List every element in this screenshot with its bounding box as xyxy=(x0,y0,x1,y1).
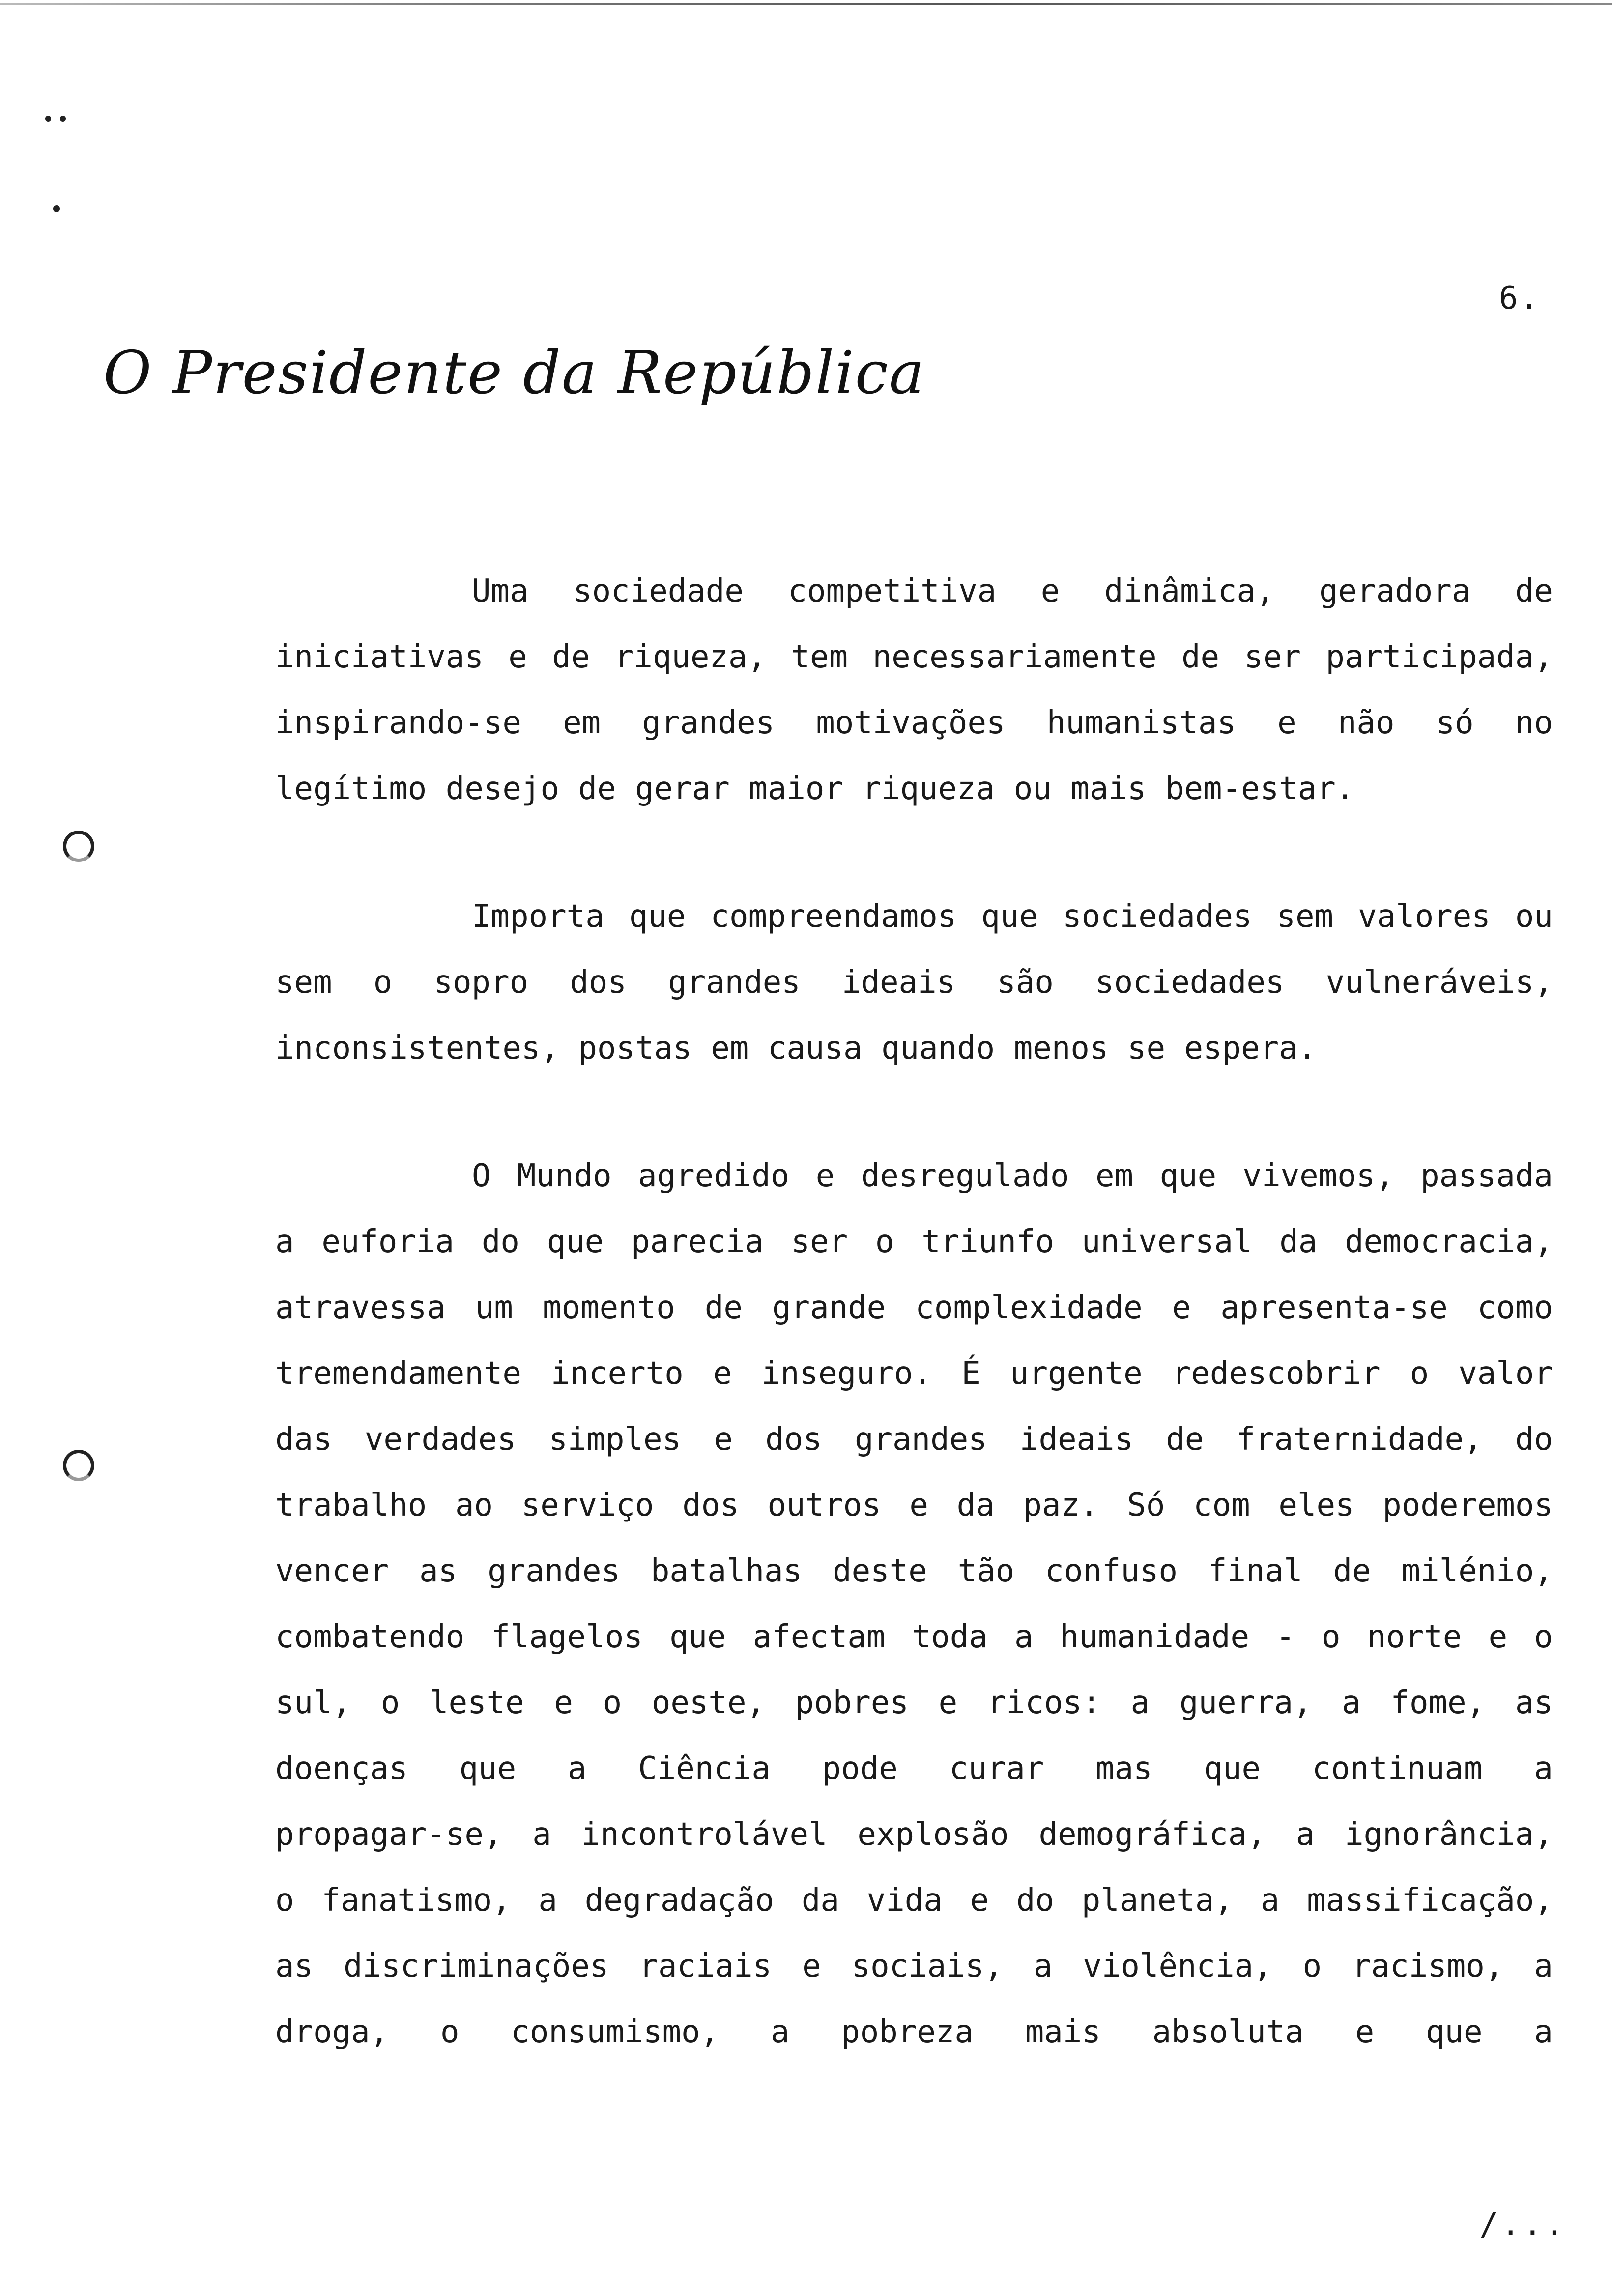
word: - xyxy=(1276,1619,1295,1655)
word: das xyxy=(275,1421,332,1458)
word: o xyxy=(373,964,393,1001)
word: inspirando-se xyxy=(275,705,521,741)
word: o xyxy=(380,1685,400,1721)
word: dinâmica, xyxy=(1104,573,1275,609)
word: que xyxy=(1425,2014,1483,2050)
word: sociais, xyxy=(851,1948,1003,1984)
word: atravessa xyxy=(275,1290,446,1326)
word: legítimo desejo de gerar maior riqueza ou mais bem-estar. xyxy=(275,771,1355,807)
word: a xyxy=(770,2014,790,2050)
word: ricos: xyxy=(987,1685,1101,1721)
word: pobreza xyxy=(841,2014,974,2050)
word: sopro xyxy=(433,964,529,1001)
word: dos xyxy=(682,1487,739,1523)
text-line xyxy=(275,1423,1553,1489)
word: o xyxy=(275,1882,294,1919)
word: dos xyxy=(765,1421,822,1458)
text-line xyxy=(275,1489,1553,1555)
word: milénio, xyxy=(1401,1553,1553,1589)
word: e xyxy=(938,1685,958,1721)
word: curar xyxy=(949,1751,1044,1787)
letterhead: O Presidente da República xyxy=(103,339,925,407)
text-line xyxy=(275,1752,1553,1818)
word: inseguro. xyxy=(761,1355,932,1392)
word: vulneráveis, xyxy=(1325,964,1553,1001)
text-line xyxy=(275,1555,1553,1621)
text-line xyxy=(275,2016,1553,2082)
word: oeste, xyxy=(651,1685,765,1721)
text-line xyxy=(275,575,1553,641)
word: de xyxy=(1166,1421,1204,1458)
word: e xyxy=(714,1421,733,1458)
text-line xyxy=(275,1818,1553,1884)
word: e xyxy=(713,1355,732,1392)
word: toda xyxy=(912,1619,988,1655)
word: poderemos xyxy=(1382,1487,1553,1523)
word: discriminações xyxy=(344,1948,609,1984)
word: afectam xyxy=(752,1619,886,1655)
word: Mundo xyxy=(517,1158,612,1194)
word: ser xyxy=(791,1224,848,1260)
word: só xyxy=(1436,705,1474,741)
paragraph-1 xyxy=(275,575,1553,838)
word: Só xyxy=(1127,1487,1165,1523)
word: ideais xyxy=(1019,1421,1134,1458)
word: O xyxy=(472,1158,491,1194)
word: urgente xyxy=(1009,1355,1143,1392)
text-line xyxy=(275,707,1553,773)
word: de xyxy=(1333,1553,1371,1589)
text-line xyxy=(275,966,1553,1032)
word: leste xyxy=(430,1685,524,1721)
word: com xyxy=(1193,1487,1250,1523)
word: universal xyxy=(1081,1224,1252,1260)
word: não xyxy=(1337,705,1395,741)
word: a xyxy=(1534,1751,1553,1787)
word: consumismo, xyxy=(511,2014,720,2050)
word: sem xyxy=(275,964,332,1001)
word: que xyxy=(981,898,1038,935)
word: necessariamente xyxy=(872,639,1157,675)
word: massificação, xyxy=(1307,1882,1553,1919)
word: o xyxy=(1322,1619,1341,1655)
word: guerra, xyxy=(1179,1685,1312,1721)
word: de xyxy=(1515,573,1553,609)
word: sociedades xyxy=(1095,964,1285,1001)
word: a xyxy=(1130,1685,1150,1721)
word: Uma xyxy=(472,573,529,609)
word: humanidade xyxy=(1060,1619,1250,1655)
word: triunfo xyxy=(921,1224,1054,1260)
word: são xyxy=(997,964,1054,1001)
word: mas xyxy=(1095,1751,1152,1787)
text-line xyxy=(275,900,1553,966)
word: vencer xyxy=(275,1553,389,1589)
word: que xyxy=(1159,1158,1217,1194)
word: complexidade xyxy=(915,1290,1143,1326)
word: desregulado xyxy=(861,1158,1069,1194)
word: continuam xyxy=(1312,1751,1483,1787)
word: a xyxy=(275,1224,294,1260)
punch-hole-lower xyxy=(63,1450,94,1481)
word: vida xyxy=(866,1882,943,1919)
word: o xyxy=(1410,1355,1429,1392)
word: as xyxy=(1515,1685,1553,1721)
word: momento xyxy=(543,1290,675,1326)
word: de xyxy=(704,1290,743,1326)
word: a xyxy=(1534,2014,1553,2050)
text-line xyxy=(275,1160,1553,1226)
word: incerto xyxy=(551,1355,684,1392)
word: grande xyxy=(772,1290,886,1326)
word: propagar-se, xyxy=(275,1816,503,1853)
word: e xyxy=(970,1882,989,1919)
text-line xyxy=(275,1621,1553,1687)
word: mais xyxy=(1025,2014,1101,2050)
word: sul, xyxy=(275,1685,351,1721)
word: grandes xyxy=(488,1553,620,1589)
word: simples xyxy=(548,1421,682,1458)
word: ser xyxy=(1244,639,1301,675)
word: trabalho xyxy=(275,1487,427,1523)
page-number: 6. xyxy=(1499,280,1541,316)
word: a xyxy=(532,1816,551,1853)
word: como xyxy=(1477,1290,1553,1326)
word: grandes xyxy=(854,1421,987,1458)
word: degradação xyxy=(584,1882,775,1919)
word: que xyxy=(547,1224,604,1260)
text-line xyxy=(275,773,1553,838)
punch-hole-upper xyxy=(63,831,94,862)
word: eles xyxy=(1278,1487,1354,1523)
text-line xyxy=(275,1226,1553,1292)
word: incontrolável xyxy=(581,1816,828,1853)
word: fraternidade, xyxy=(1236,1421,1483,1458)
word: em xyxy=(563,705,601,741)
text-line xyxy=(275,641,1553,707)
word: o xyxy=(440,2014,460,2050)
word: planeta, xyxy=(1081,1882,1233,1919)
word: a xyxy=(1033,1948,1053,1984)
text-line xyxy=(275,1884,1553,1950)
word: a xyxy=(538,1882,557,1919)
word: demográfica, xyxy=(1038,1816,1266,1853)
word: norte xyxy=(1367,1619,1462,1655)
word: geradora xyxy=(1319,573,1471,609)
word: humanistas xyxy=(1046,705,1236,741)
word: grandes xyxy=(668,964,801,1001)
word: do xyxy=(481,1224,519,1260)
scan-speck xyxy=(60,116,66,122)
word: racismo, xyxy=(1352,1948,1504,1984)
scan-speck xyxy=(53,205,60,212)
word: passada xyxy=(1420,1158,1553,1194)
word: riqueza, xyxy=(614,639,767,675)
word: a xyxy=(1014,1619,1034,1655)
word: e xyxy=(1488,1619,1508,1655)
top-scan-edge xyxy=(0,3,1612,5)
word: ignorância, xyxy=(1345,1816,1553,1853)
word: deste xyxy=(833,1553,927,1589)
word: sem xyxy=(1276,898,1334,935)
word: e xyxy=(802,1948,821,1984)
scan-speck xyxy=(45,116,51,122)
word: da xyxy=(956,1487,995,1523)
paragraph-3 xyxy=(275,1160,1553,2082)
word: a xyxy=(1342,1685,1361,1721)
word: inconsistentes, postas em causa quando menos se espera. xyxy=(275,1030,1317,1066)
word: um xyxy=(475,1290,513,1326)
word: flagelos xyxy=(491,1619,643,1655)
word: ao xyxy=(455,1487,493,1523)
word: tem xyxy=(791,639,848,675)
word: paz. xyxy=(1023,1487,1099,1523)
word: participada, xyxy=(1325,639,1553,675)
word: o xyxy=(603,1685,622,1721)
word: o xyxy=(875,1224,894,1260)
word: final xyxy=(1208,1553,1303,1589)
word: vivemos, xyxy=(1242,1158,1394,1194)
word: pobres xyxy=(795,1685,909,1721)
text-line xyxy=(275,1292,1553,1357)
word: apresenta-se xyxy=(1220,1290,1448,1326)
word: confuso xyxy=(1045,1553,1178,1589)
word: e xyxy=(1355,2014,1375,2050)
text-line xyxy=(275,1950,1553,2016)
word: redescobrir xyxy=(1172,1355,1381,1392)
word: em xyxy=(1095,1158,1134,1194)
word: ideais xyxy=(841,964,956,1001)
word: que xyxy=(459,1751,517,1787)
word: sociedades xyxy=(1063,898,1252,935)
word: do xyxy=(1016,1882,1054,1919)
text-line xyxy=(275,1357,1553,1423)
word: o xyxy=(1302,1948,1322,1984)
word: sociedade xyxy=(573,573,744,609)
word: raciais xyxy=(639,1948,772,1984)
word: Importa xyxy=(472,898,604,935)
word: violência, xyxy=(1083,1948,1272,1984)
word: do xyxy=(1515,1421,1553,1458)
word: É xyxy=(961,1355,980,1392)
word: ou xyxy=(1515,898,1553,935)
word: parecia xyxy=(631,1224,764,1260)
word: democracia, xyxy=(1345,1224,1553,1260)
word: verdades xyxy=(364,1421,517,1458)
word: e xyxy=(1172,1290,1191,1326)
word: batalhas xyxy=(650,1553,803,1589)
word: as xyxy=(419,1553,458,1589)
word: e xyxy=(1277,705,1296,741)
word: compreendamos xyxy=(710,898,957,935)
word: droga, xyxy=(275,2014,389,2050)
word: de xyxy=(1181,639,1220,675)
word: tão xyxy=(957,1553,1015,1589)
word: combatendo xyxy=(275,1619,465,1655)
word: outros xyxy=(767,1487,881,1523)
word: e xyxy=(1040,573,1060,609)
word: competitiva xyxy=(788,573,997,609)
word: que xyxy=(669,1619,726,1655)
word: as xyxy=(275,1948,314,1984)
word: fome, xyxy=(1390,1685,1486,1721)
word: motivações xyxy=(816,705,1006,741)
word: a xyxy=(1534,1948,1553,1984)
word: valores xyxy=(1358,898,1491,935)
word: grandes xyxy=(642,705,775,741)
text-line xyxy=(275,1687,1553,1752)
word: e xyxy=(554,1685,573,1721)
word: que xyxy=(629,898,686,935)
word: agredido xyxy=(638,1158,790,1194)
word: explosão xyxy=(857,1816,1009,1853)
continuation-mark: /... xyxy=(1479,2207,1567,2243)
word: e xyxy=(508,639,527,675)
word: tremendamente xyxy=(275,1355,521,1392)
word: a xyxy=(1260,1882,1280,1919)
word: iniciativas xyxy=(275,639,484,675)
paragraph-2 xyxy=(275,900,1553,1098)
word: e xyxy=(909,1487,928,1523)
word: a xyxy=(1295,1816,1315,1853)
word: Ciência xyxy=(638,1751,771,1787)
word: doenças xyxy=(275,1751,408,1787)
word: dos xyxy=(570,964,627,1001)
word: da xyxy=(1279,1224,1318,1260)
word: da xyxy=(801,1882,839,1919)
word: fanatismo, xyxy=(321,1882,511,1919)
word: pode xyxy=(822,1751,898,1787)
word: absoluta xyxy=(1152,2014,1304,2050)
word: euforia xyxy=(321,1224,455,1260)
word: e xyxy=(815,1158,835,1194)
word: que xyxy=(1204,1751,1261,1787)
word: no xyxy=(1515,705,1553,741)
word: a xyxy=(567,1751,587,1787)
word: de xyxy=(552,639,590,675)
word: serviço xyxy=(521,1487,654,1523)
text-line xyxy=(275,1032,1553,1098)
word: o xyxy=(1534,1619,1553,1655)
word: valor xyxy=(1458,1355,1553,1392)
